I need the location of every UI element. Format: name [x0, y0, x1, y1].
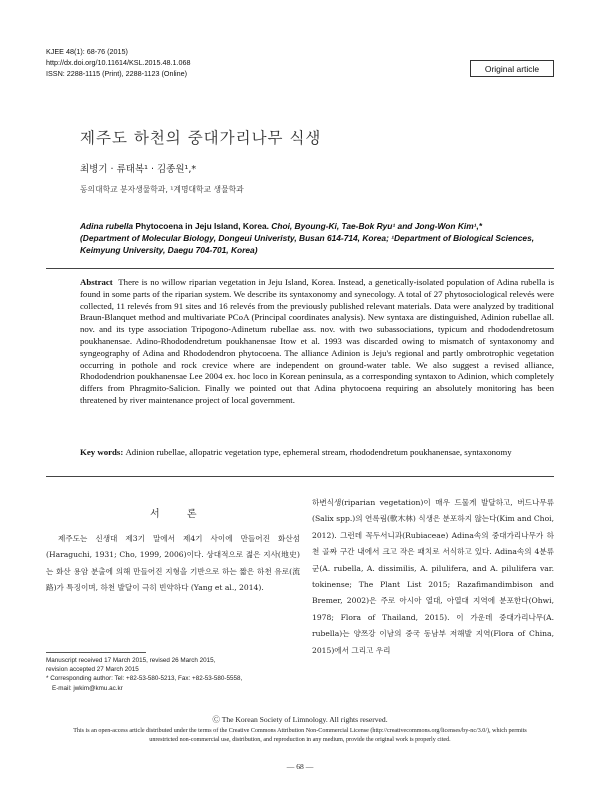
english-title-rest: Phytocoena in Jeju Island, Korea. [133, 221, 269, 231]
footnote-divider [46, 652, 146, 653]
footnote-email: E-mail: jwkim@kmu.ac.kr [52, 684, 123, 692]
license-text: This is an open-access article distributed under the terms of the Creative Commons Attribution Non-Commercial License (http://creativecommons.org/licenses/by-nc/3.0/), which permits unrestricted non-commercial use, distribution, and reproduction in any medium, provide the original work is properly cited. [73, 728, 527, 743]
journal-header [46, 46, 306, 79]
footnote-accepted: revision accepted 27 March 2015 [46, 666, 139, 674]
intro-paragraph: 제주도는 신생대 제3기 말에서 제4기 사이에 만들어진 화산섬(Haraguchi, 1931; Cho, 1999, 2006)이다. 상대적으로 젊은 지사(地史)는 화산 용암 분출에 의해 만들어진 지형을 기반으로 하는 짧은 하천 유로(流路)가 특징이며, 하천 발달이 극히 빈약하다 (Yang et al., 2014). [46, 534, 300, 593]
keywords-label: Key words: [80, 447, 124, 457]
body-column-left [46, 531, 300, 597]
english-authors: Choi, Byoung-Ki, Tae-Bok Ryu¹ and Jong-Won Kim¹,* [268, 221, 483, 231]
species-name: Adina rubella [80, 221, 134, 231]
keywords-list: Adinion rubellae, allopatric vegetation type, ephemeral stream, rhododendretum poukhanensae, syntaxonomy [125, 447, 512, 457]
abstract [80, 277, 554, 407]
section-heading-introduction: 서 론 [150, 509, 209, 520]
page-number: — 68 — [286, 762, 314, 771]
copyright: Ⓒ The Korean Society of Limnology. All rights reserved. [212, 715, 388, 724]
keywords [80, 446, 554, 458]
issn: ISSN: 2288-1115 (Print), 2288-1123 (Online) [46, 69, 188, 78]
english-affiliations: (Department of Molecular Biology, Dongeui Univeristy, Busan 614-714, Korea; ¹Department of Biological Sciences, Keimyung University, Daegu 704-701, Korea) [80, 233, 535, 255]
intro-paragraph-continued: 하변식생(riparian vegetation)이 매우 드물게 발달하고, 버드나무류(Salix spp.)의 연록림(軟木林) 식생은 분포하지 않는다(Kim and Choi, 2012). 그런데 꼭두서니과(Rubiaceae) Adina속의 중대가리나무가 하천 골짜 구간 내에서 크고 작은 패치로 서식하고 있다. Adina속의 4분류군(A. rubella, A. dissimilis, A. pilulifera, and A. pilulifera var. tokinense; The Plant List 2015; Razafimandimbison and Bremer, 2002)은 주로 아시아 열대, 아열대 지역에 분포한다(Ohwi, 1978; Flora of Thailand, 2015). 이 가운데 중대가리나무(A. rubella)는 양쯔강 이남의 중국 동남부 저해발 지역(Flora of China, 2015)에서 그리고 우리 [312, 498, 554, 655]
footnote-corresponding: * Corresponding author: Tel: +82-53-580-5213, Fax: +82-53-580-5558, [46, 675, 243, 683]
abstract-label: Abstract [80, 277, 113, 287]
footnote-received: Manuscript received 17 March 2015, revised 26 March 2015, [46, 657, 216, 664]
korean-title: 제주도 하천의 중대가리나무 식생 [80, 129, 322, 147]
english-title-block [80, 220, 554, 256]
journal-citation: KJEE 48(1): 68-76 (2015) [46, 47, 128, 56]
korean-affiliations: 동의대학교 분자생물학과, ¹계명대학교 생물학과 [80, 185, 244, 194]
body-column-right [312, 495, 554, 659]
doi-link[interactable]: http://dx.doi.org/10.11614/KSL.2015.48.1.068 [46, 58, 191, 67]
footnotes [46, 656, 300, 693]
korean-authors: 최병기 · 류태복¹ · 김종원¹,* [80, 164, 197, 175]
article-type-badge: Original article [470, 60, 554, 77]
abstract-body: There is no willow riparian vegetation in Jeju Island, Korea. Instead, a genetically-isolated population of Adina rubella is found in some parts of the riparian system. We describe its syntaxonomy and synecology. A total of 27 phytosociological relevés were collected, 11 relevés from 91 sites and 16 relevés from the previously published relevant materials. Data were analyzed by traditional Braun-Blanquet method and multivariate PCoA (Principal coordinates analysis). New syntaxa are distinguished, Adinion rubellae all. nov. and its type association Tripogono-Adinetum rubellae ass. nov. with two subassociations, typicum and rhododendretosum poukhanensae. Adino-Rhododendretum poukhanensae Itow et al. 1993 was discarded owing to mismatch of syntaxonomy and syngeography of Adina and Rhododendron phytocoena. The alliance Adinion is Jeju's regional and partly ombrotrophic vegetation occurring in pothole and rock crevice where are independent on ground-water table. We also suggest a revised alliance, Rhododendrion poukhanensae Lee 2004 ex. hoc loco in Korean peninsula, as a corresponding syntaxon to Adinion, which completely differs from Phragmito-Salicion. Finally we pointed out that Adina phytocoena requiring an absolutely monitoring has been threatened by river maintenance project of local government. [80, 277, 554, 405]
